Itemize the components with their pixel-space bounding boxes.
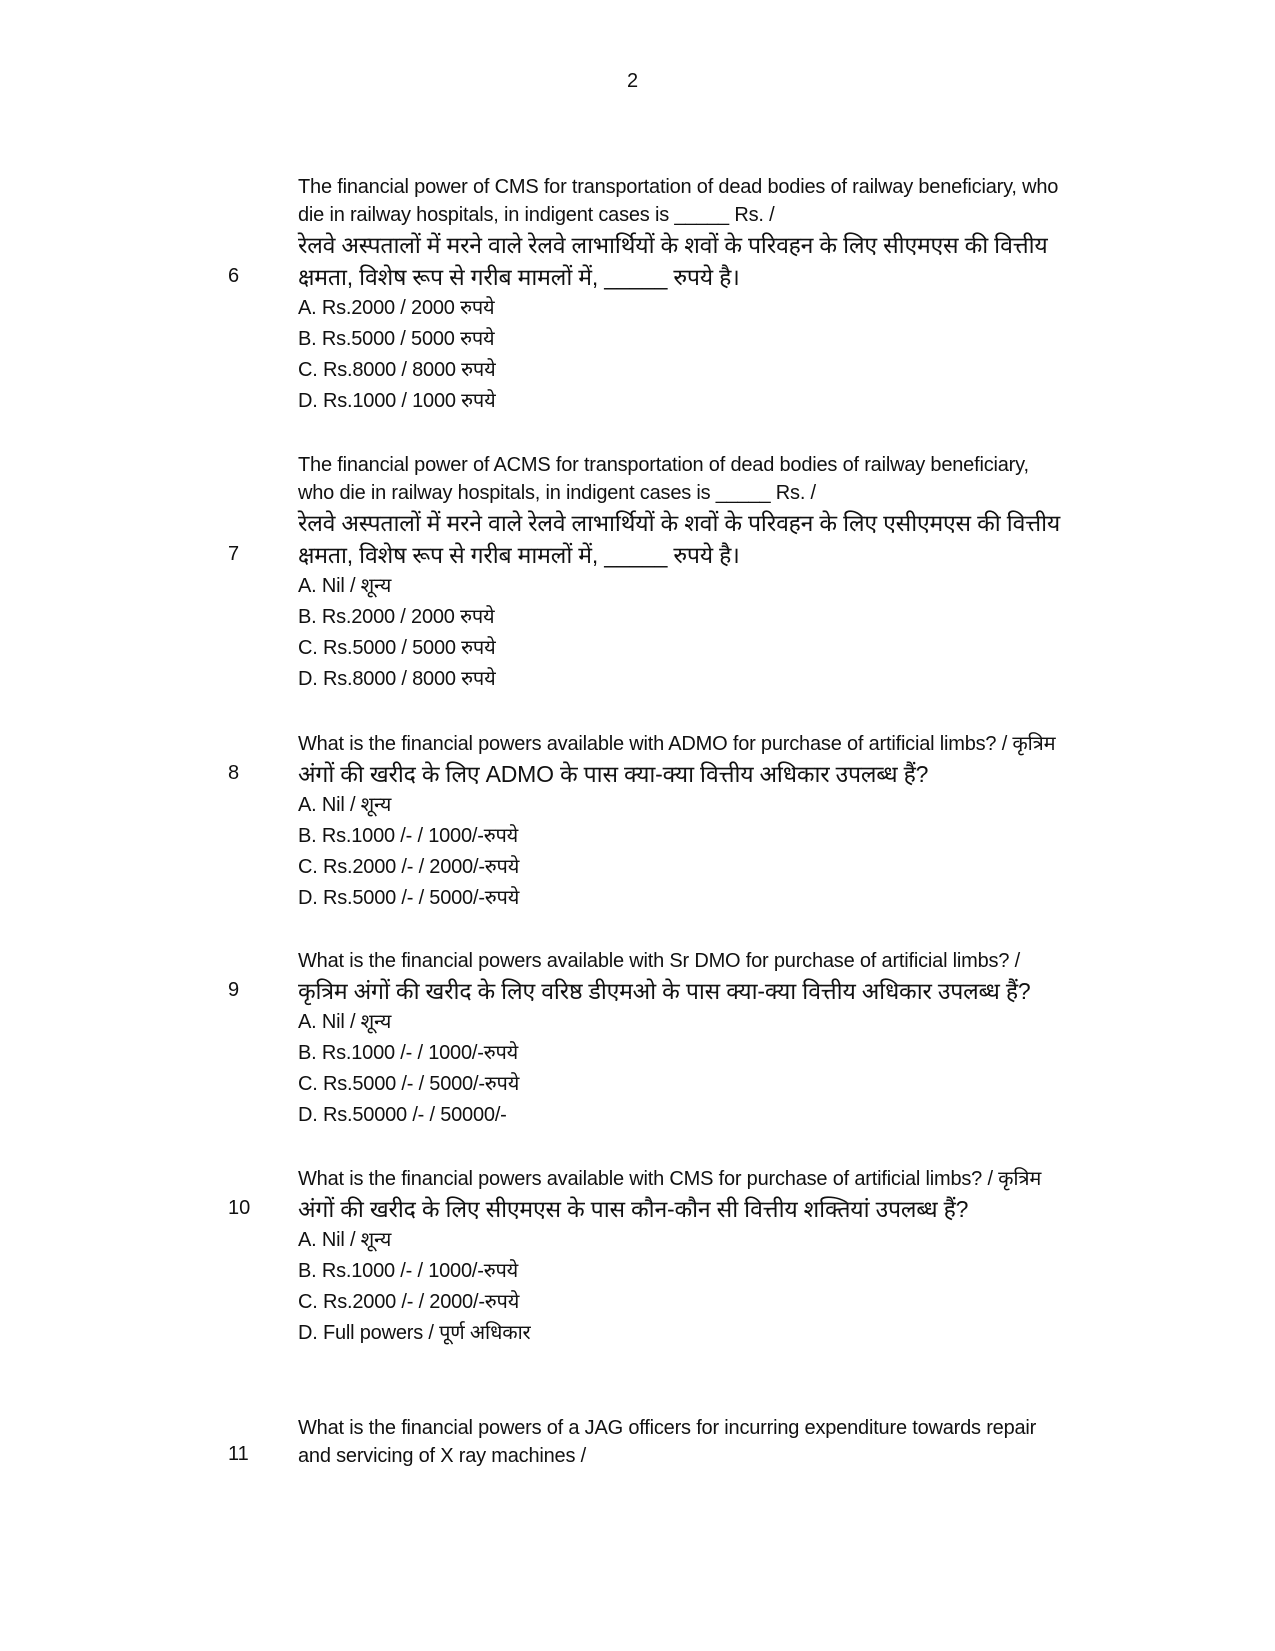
question-number: 6 [228,265,240,287]
question-number: 7 [228,543,240,565]
option-b: B. Rs.5000 / 5000 रुपये [298,328,495,350]
question-number: 8 [228,762,240,784]
option-d: D. Full powers / पूर्ण अधिकार [298,1322,531,1344]
page-number: 2 [626,70,639,92]
option-b: B. Rs.2000 / 2000 रुपये [298,606,495,628]
option-d: D. Rs.1000 / 1000 रुपये [298,390,496,412]
question-number: 10 [228,1197,251,1219]
question-text-line: and servicing of X ray machines / [298,1445,586,1467]
question-body [298,1414,1158,1470]
option-c: C. Rs.5000 / 5000 रुपये [298,637,496,659]
option-b: B. Rs.1000 /- / 1000/-रुपये [298,1260,519,1282]
question-number: 9 [228,979,240,1001]
question-body [298,1165,1158,1349]
option-d: D. Rs.50000 /- / 50000/- [298,1104,507,1126]
option-c: C. Rs.8000 / 8000 रुपये [298,359,496,381]
question-body [298,451,1158,695]
question-body [298,730,1158,914]
option-a: A. Rs.2000 / 2000 रुपये [298,297,495,319]
question-number: 11 [228,1443,249,1465]
option-d: D. Rs.8000 / 8000 रुपये [298,668,496,690]
question-text-line: The financial power of ACMS for transportation of dead bodies of railway beneficiary, [298,454,1029,476]
option-c: C. Rs.2000 /- / 2000/-रुपये [298,1291,520,1313]
question-text-line: What is the financial powers available with CMS for purchase of artificial limbs? / कृत्रिम [298,1168,1042,1190]
option-a: A. Nil / शून्य [298,1229,392,1251]
option-a: A. Nil / शून्य [298,1011,392,1033]
question-text-line-hindi: कृत्रिम अंगों की खरीद के लिए वरिष्ठ डीएमओ के पास क्या-क्या वित्तीय अधिकार उपलब्ध हैं? [298,978,1031,1004]
question-text-line-hindi: क्षमता, विशेष रूप से गरीब मामलों में, _____ रुपये है। [298,264,740,290]
question-text-line-hindi: रेलवे अस्पतालों में मरने वाले रेलवे लाभार्थियों के शवों के परिवहन के लिए सीएमएस की वित्तीय [298,232,1048,258]
option-c: C. Rs.2000 /- / 2000/-रुपये [298,856,520,878]
question-text-line: What is the financial powers available with Sr DMO for purchase of artificial limbs? / [298,950,1020,972]
question-text-line: The financial power of CMS for transportation of dead bodies of railway beneficiary, who [298,176,1059,198]
question-text-line-hindi: अंगों की खरीद के लिए ADMO के पास क्या-क्या वित्तीय अधिकार उपलब्ध हैं? [298,761,929,787]
question-text-line-hindi: रेलवे अस्पतालों में मरने वाले रेलवे लाभार्थियों के शवों के परिवहन के लिए एसीएमएस की वित्तीय [298,510,1061,536]
option-b: B. Rs.1000 /- / 1000/-रुपये [298,825,519,847]
question-text-line-hindi: क्षमता, विशेष रूप से गरीब मामलों में, _____ रुपये है। [298,542,740,568]
question-text-line: What is the financial powers of a JAG officers for incurring expenditure towards repair [298,1417,1037,1439]
option-d: D. Rs.5000 /- / 5000/-रुपये [298,887,520,909]
question-text-line: What is the financial powers available with ADMO for purchase of artificial limbs? / कृत्रिम [298,733,1056,755]
question-body [298,947,1158,1131]
question-text-line: die in railway hospitals, in indigent cases is _____ Rs. / [298,204,775,226]
question-text-line-hindi: अंगों की खरीद के लिए सीएमएस के पास कौन-कौन सी वित्तीय शक्तियां उपलब्ध हैं? [298,1196,969,1222]
question-text-line: who die in railway hospitals, in indigent cases is _____ Rs. / [298,482,816,504]
option-c: C. Rs.5000 /- / 5000/-रुपये [298,1073,520,1095]
option-a: A. Nil / शून्य [298,794,392,816]
question-body [298,173,1158,417]
option-b: B. Rs.1000 /- / 1000/-रुपये [298,1042,519,1064]
option-a: A. Nil / शून्य [298,575,392,597]
